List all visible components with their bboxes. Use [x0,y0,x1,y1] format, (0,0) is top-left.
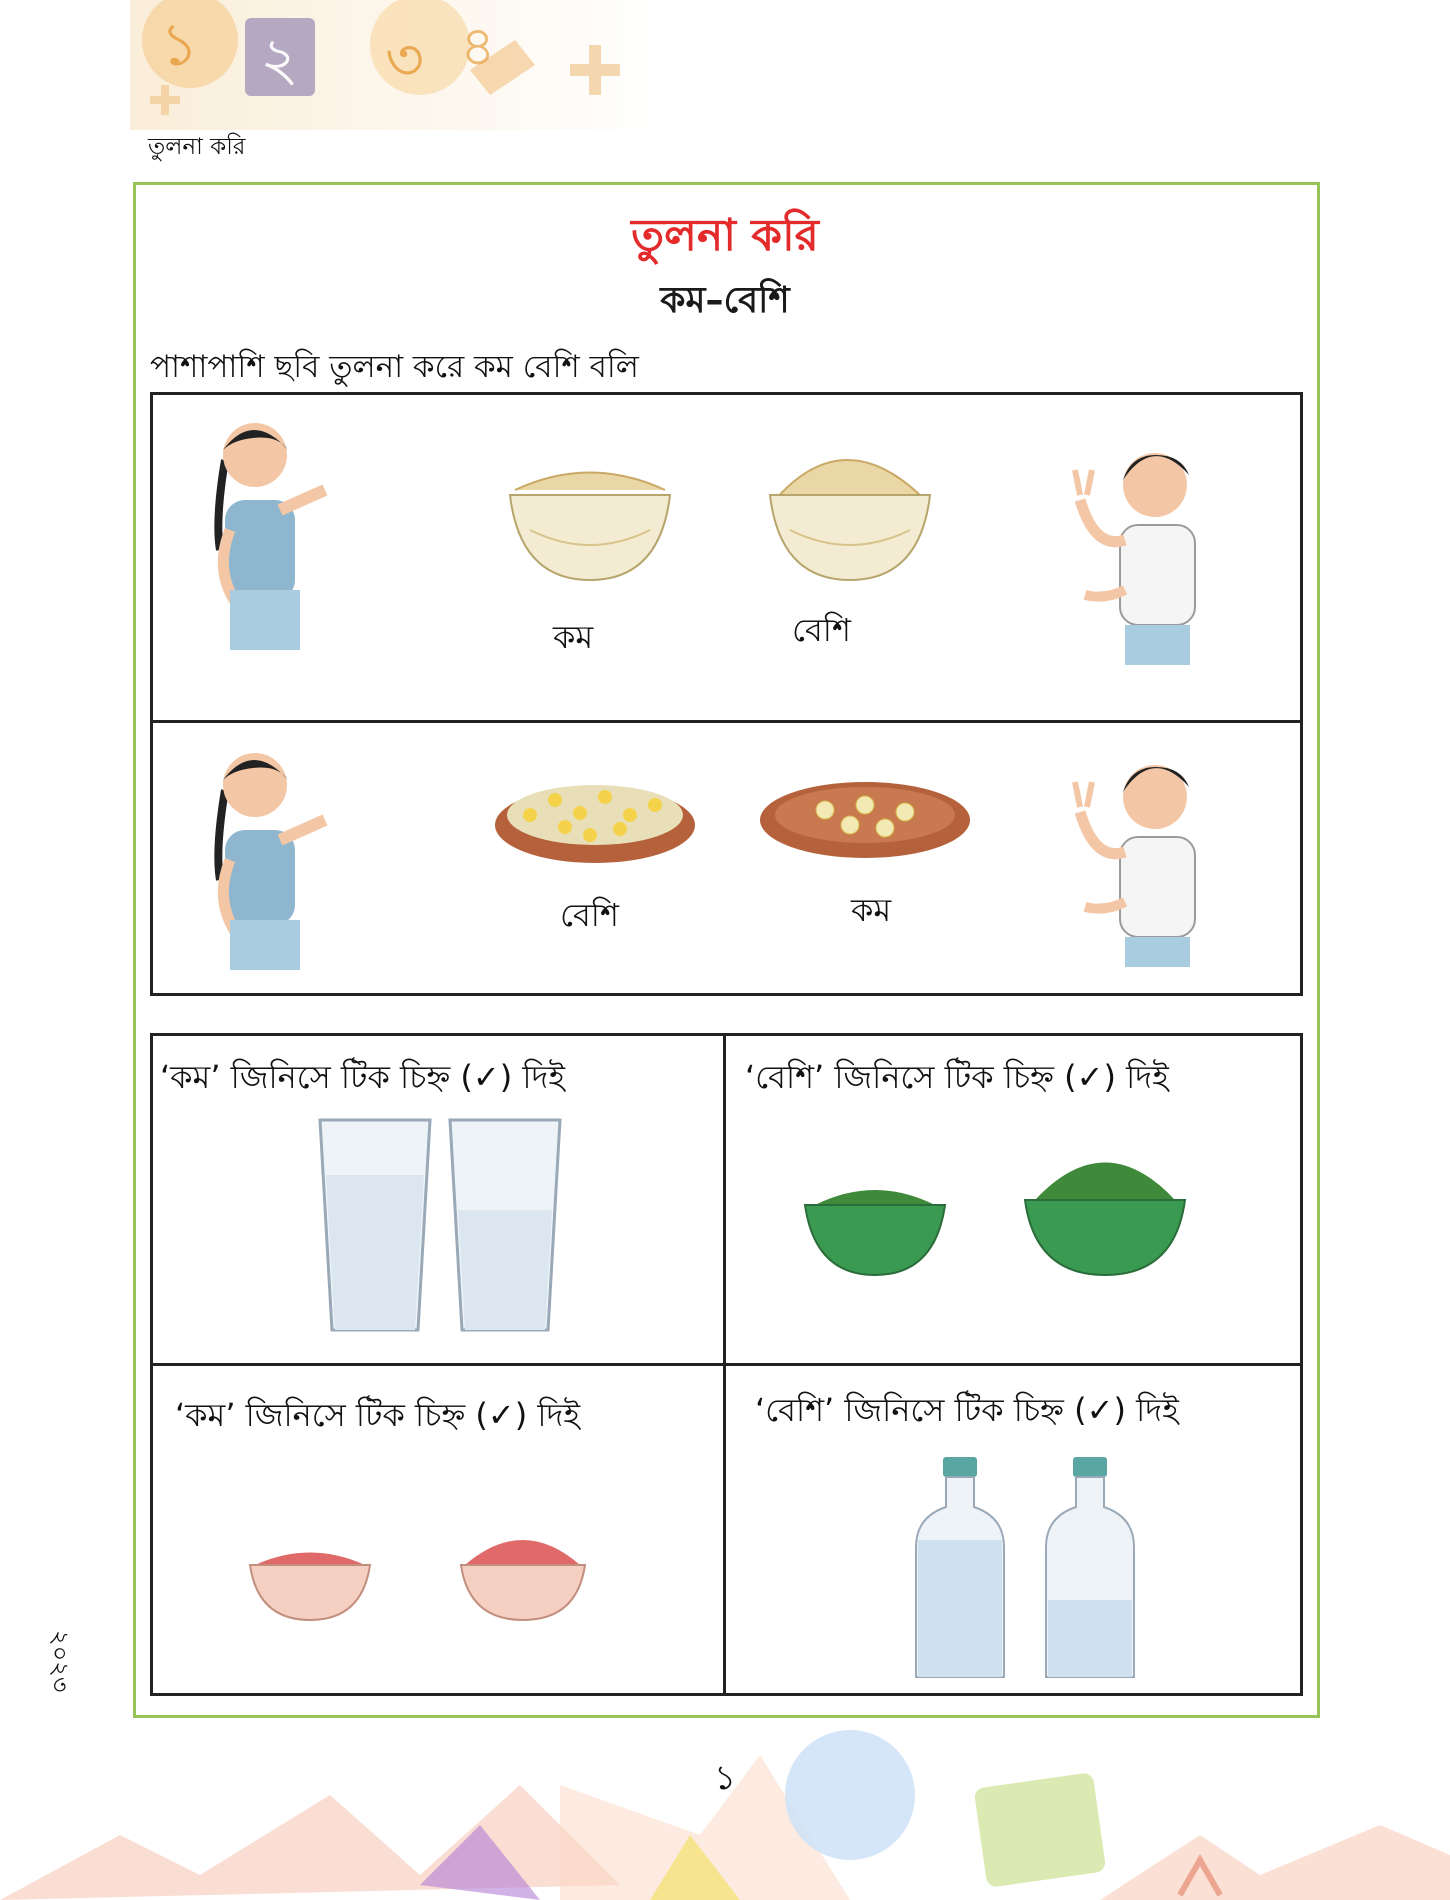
instruction-text: পাশাপাশি ছবি তুলনা করে কম বেশি বলি [150,349,639,385]
row2-left-label: বেশি [560,896,619,934]
bottle-more-water[interactable] [910,1455,1010,1685]
plate-flowers-less [755,770,975,870]
footer-decoration [0,1725,1450,1900]
boy-victory-figure-2 [1065,752,1225,972]
row2-right-label: কম [851,891,892,929]
exercise-1-prompt: ‘কম’ জিনিসে টিক চিহ্ন (✓) দিই [160,1058,565,1096]
decor-digit-4: ৪ [460,14,496,78]
bowl-rice-less [500,460,680,590]
plate-flowers-more [490,765,700,875]
bowl-greens-less[interactable] [800,1175,950,1285]
header-decoration [130,0,670,130]
bowl-powder-less[interactable] [245,1540,375,1625]
running-header: তুলনা করি [148,134,246,160]
glass-more-water[interactable] [445,1115,565,1335]
decor-digit-2: ২ [260,25,300,95]
bowl-rice-more [760,430,940,590]
page-subtitle: কম–বেশি [660,280,790,321]
boy-victory-figure [1065,440,1225,670]
bowl-powder-more[interactable] [455,1525,590,1625]
row1-left-label: কম [553,618,594,656]
exercise-3-prompt: ‘কম’ জিনিসে টিক চিহ্ন (✓) দিই [175,1396,580,1434]
page-title: তুলনা করি [631,210,819,261]
glass-less-water[interactable] [315,1115,435,1335]
row1-right-label: বেশি [792,611,851,649]
exercise-4-prompt: ‘বেশি’ জিনিসে টিক চিহ্ন (✓) দিই [755,1391,1179,1429]
decor-digit-1: ১ [160,10,199,80]
girl-pointing-figure [185,410,345,665]
comparison-divider [150,720,1303,723]
side-year: ২০২৩ [46,1630,74,1693]
decor-digit-3: ৩ [385,25,425,95]
bottle-less-water[interactable] [1040,1455,1140,1685]
bowl-greens-more[interactable] [1020,1140,1190,1285]
exercise-grid-hdivider [150,1363,1303,1366]
page-number: ১ [713,1758,737,1798]
girl-pointing-figure-2 [185,740,345,975]
exercise-2-prompt: ‘বেশি’ জিনিসে টিক চিহ্ন (✓) দিই [745,1058,1169,1096]
